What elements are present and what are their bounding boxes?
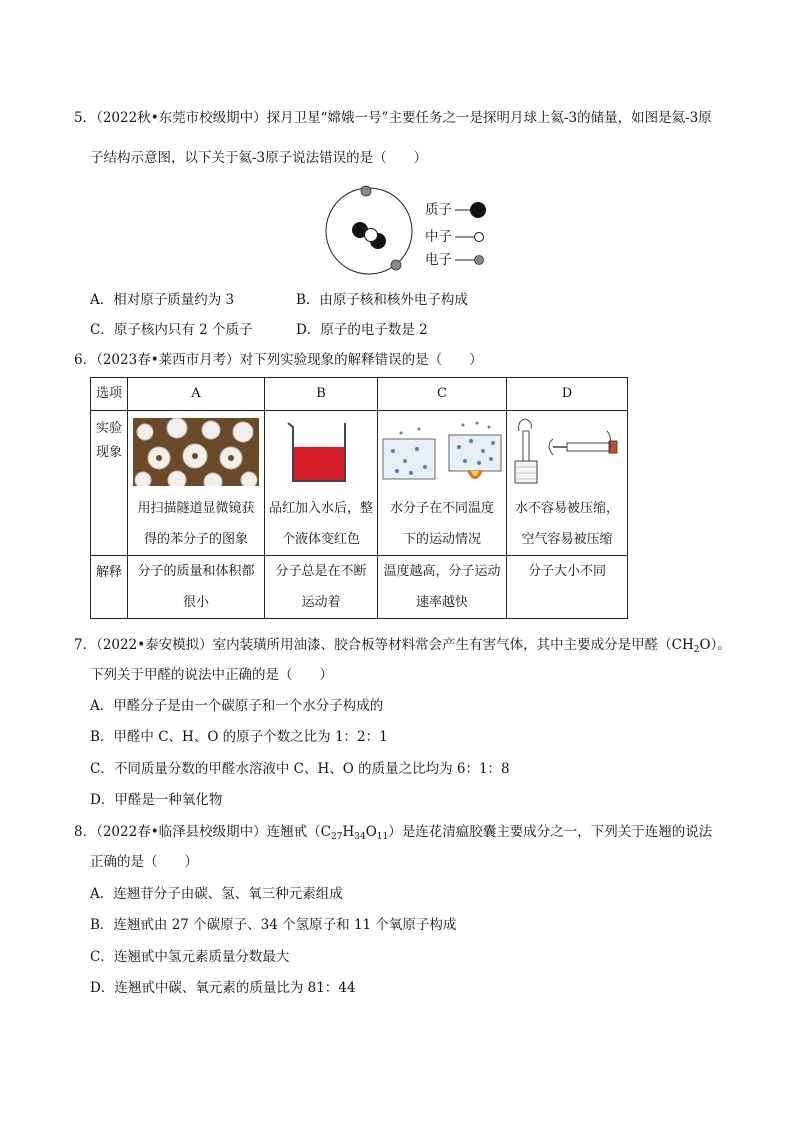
helium3-atom-diagram: [320, 180, 500, 280]
phenomenon-c-line2: 下的运动情况: [402, 532, 481, 547]
q8-sub-o: 11: [376, 832, 389, 842]
q7-stem-line1: [74, 635, 731, 655]
q8-formula-h: H: [342, 824, 355, 840]
row-label-explanation: 解释: [91, 556, 128, 619]
table-header-b: B: [265, 378, 378, 411]
experiment-table: [90, 377, 628, 619]
row-label-line1: 实验: [95, 421, 122, 436]
cell-explanation-c: [378, 556, 507, 619]
q8-formula-o: O: [365, 824, 377, 840]
q8-option-c: C．连翘甙中氢元素质量分数最大: [90, 949, 290, 965]
q8-stem-line2: 正确的是（ ）: [90, 854, 198, 870]
benzene-stm-image: [128, 411, 264, 493]
table-header-d: D: [507, 378, 628, 411]
table-header-option: 选项: [91, 378, 128, 411]
q7-option-b: B．甲醛中 C、H、O 的原子个数之比为 1：2：1: [90, 729, 388, 745]
phenomenon-d-line1: 水不容易被压缩，: [514, 501, 619, 516]
row-label-line2: 现象: [95, 445, 122, 460]
explanation-b-line2: 运动着: [301, 595, 341, 610]
beaker-red-liquid-image: [265, 411, 377, 493]
q8-sub-h: 34: [354, 832, 366, 842]
electron-particle: [391, 260, 401, 270]
q7-option-c: C．不同质量分数的甲醛水溶液中 C、H、O 的质量之比均为 6：1：8: [90, 761, 510, 777]
water-molecules-temperature-image: [378, 411, 506, 493]
cell-phenomenon-c: [378, 411, 507, 556]
cell-phenomenon-a: [128, 411, 265, 556]
q7-option-d: D．甲醛是一种氧化物: [90, 792, 223, 808]
q7-stem-line2: 下列关于甲醛的说法中正确的是（ ）: [90, 667, 333, 683]
phenomenon-a-line2: 得的苯分子的图象: [143, 532, 248, 547]
q5-option-d: D．原子的电子数是 2: [296, 322, 428, 338]
cell-explanation-b: [265, 556, 378, 619]
cell-phenomenon-d: [507, 411, 628, 556]
q5-option-c: C．原子核内只有 2 个质子: [90, 322, 253, 338]
q7-option-a: A．甲醛分子是由一个碳原子和一个水分子构成的: [90, 698, 384, 714]
table-header-c: C: [378, 378, 507, 411]
phenomenon-a-line1: 用扫描隧道显微镜获: [137, 501, 255, 516]
table-header-a: A: [128, 378, 265, 411]
explanation-c-line2: 速率越快: [415, 595, 468, 610]
q6-stem: 6．（2023春•莱西市月考）对下列实验现象的解释错误的是（ ）: [74, 352, 483, 368]
cell-explanation-a: [128, 556, 265, 619]
q5-option-a: A．相对原子质量约为 3: [90, 292, 235, 308]
q7-stem-text: 7．（2022•泰安模拟）室内装璜所用油漆、胶合板等材料常会产生有害气体，其中主要成分是甲醛（CH: [74, 637, 694, 653]
phenomenon-b-line1: 品红加入水后，整: [268, 501, 373, 516]
q8-stem-text-end: ）是连花清瘟胶囊主要成分之一，下列关于连翘的说法: [388, 824, 713, 840]
phenomenon-d-line2: 空气容易被压缩: [521, 532, 613, 547]
neutron-particle: [365, 229, 378, 242]
legend-electron-label: 电子: [425, 252, 452, 268]
q8-option-d: D．连翘甙中碳、氧元素的质量比为 81：44: [90, 980, 356, 996]
electron-particle: [361, 186, 371, 196]
q8-sub-c: 27: [331, 832, 343, 842]
legend-proton-label: 质子: [425, 202, 452, 218]
q8-stem-line1: [74, 822, 712, 842]
cell-phenomenon-b: [265, 411, 378, 556]
explanation-c-line1: 温度越高，分子运动: [383, 564, 501, 579]
phenomenon-b-line2: 个液体变红色: [281, 532, 360, 547]
row-label-phenomenon: [91, 411, 128, 556]
q8-stem-text: 8．（2022春•临泽县校级期中）连翘甙（C: [74, 824, 331, 840]
q5-stem-line2: 子结构示意图，以下关于氦-3原子说法错误的是（ ）: [90, 150, 428, 166]
q7-stem-text-end: O）。: [699, 637, 731, 653]
q8-option-a: A．连翘苷分子由碳、氢、氧三种元素组成: [90, 886, 343, 902]
q5-option-b: B．由原子核和核外电子构成: [296, 292, 468, 308]
explanation-a-line1: 分子的质量和体积都: [137, 564, 255, 579]
q7-formula-subscript: 2: [693, 645, 700, 655]
syringe-compression-image: [507, 411, 627, 493]
explanation-d-line1: 分子大小不同: [527, 564, 606, 579]
explanation-a-line2: 很小: [182, 595, 209, 610]
legend-neutron-label: 中子: [425, 229, 452, 245]
cell-explanation-d: [507, 556, 628, 619]
q8-option-b: B．连翘甙由 27 个碳原子、34 个氢原子和 11 个氧原子构成: [90, 917, 457, 933]
phenomenon-c-line1: 水分子在不同温度: [389, 501, 494, 516]
q5-stem-line1: 5．（2022秋•东莞市校级期中）探月卫星“嫦娥一号”主要任务之一是探明月球上氦-3的储量，如图是氦-3原: [74, 110, 712, 126]
explanation-b-line1: 分子总是在不断: [275, 564, 367, 579]
